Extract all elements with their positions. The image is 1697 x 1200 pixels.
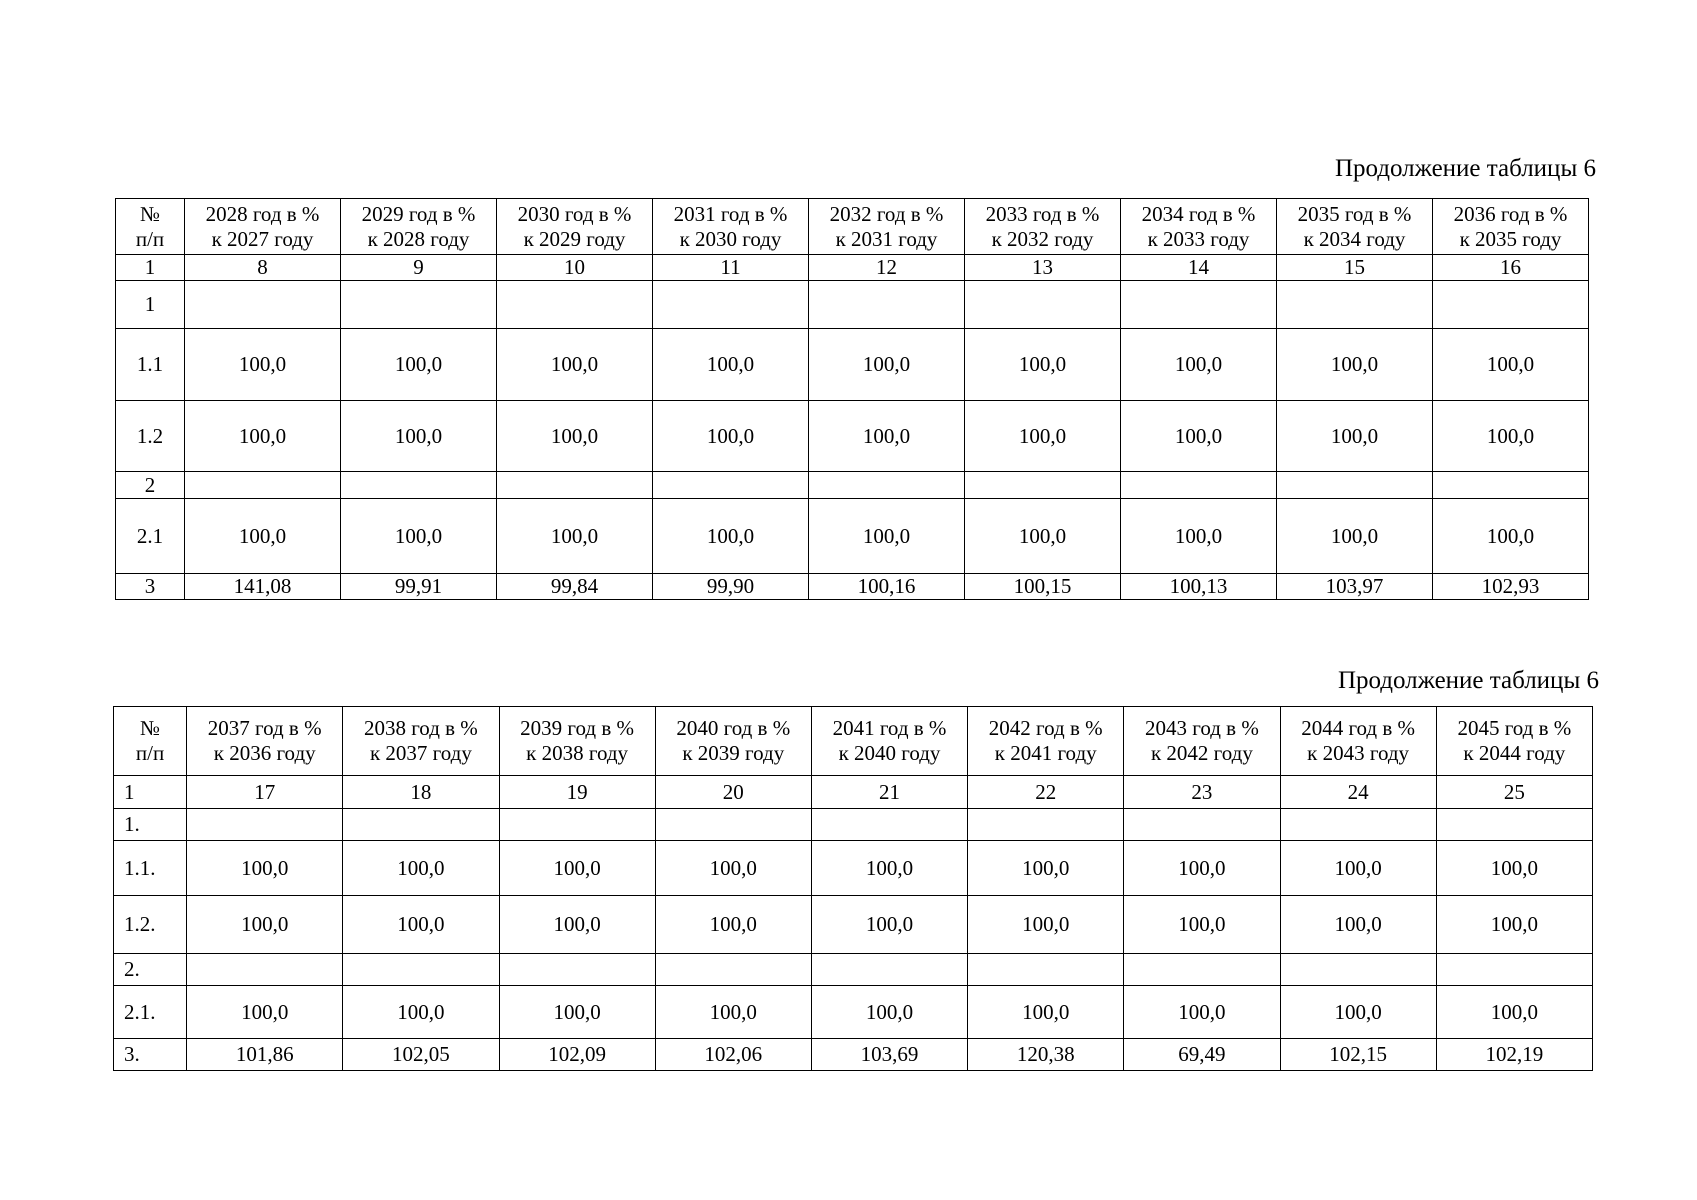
value-cell: 100,0 (1436, 841, 1592, 896)
value-cell: 100,0 (1121, 401, 1277, 472)
row-number-cell: 1.2. (114, 896, 187, 954)
value-cell (1277, 472, 1433, 499)
header-year-cell (1121, 199, 1277, 255)
table-row (114, 841, 1593, 896)
table-row (116, 472, 1589, 499)
row-number-cell: 1.1. (114, 841, 187, 896)
value-cell: 100,0 (655, 896, 811, 954)
value-cell: 100,15 (965, 574, 1121, 600)
value-cell: 99,91 (341, 574, 497, 600)
column-number-cell: 9 (341, 255, 497, 281)
table-row (116, 281, 1589, 329)
table-row (116, 401, 1589, 472)
row-number-cell: 2.1. (114, 986, 187, 1039)
row-number-cell: 1 (116, 281, 185, 329)
row-number-cell: 2 (116, 472, 185, 499)
header-year-cell (1277, 199, 1433, 255)
header-line-2: к 2032 году (991, 226, 1094, 251)
value-cell (497, 281, 653, 329)
value-cell: 100,0 (809, 401, 965, 472)
header-year-cell (655, 707, 811, 776)
value-cell: 100,0 (341, 401, 497, 472)
value-cell (187, 809, 343, 841)
value-cell: 100,0 (968, 841, 1124, 896)
header-line-2: к 2035 году (1459, 226, 1562, 251)
value-cell: 102,05 (343, 1039, 499, 1071)
value-cell: 100,0 (809, 499, 965, 574)
value-cell: 141,08 (185, 574, 341, 600)
header-year-cell (1280, 707, 1436, 776)
table-2 (113, 706, 1593, 1071)
value-cell: 100,0 (185, 401, 341, 472)
value-cell: 100,0 (653, 499, 809, 574)
header-line-2: к 2044 году (1463, 741, 1566, 765)
header-line-2: к 2041 году (994, 741, 1097, 765)
header-line-2: к 2039 году (682, 741, 785, 765)
header-year-cell (1124, 707, 1280, 776)
value-cell: 100,0 (968, 986, 1124, 1039)
value-cell (1433, 472, 1589, 499)
column-number-cell: 16 (1433, 255, 1589, 281)
header-year-cell (343, 707, 499, 776)
value-cell (1277, 281, 1433, 329)
value-cell: 100,0 (1280, 841, 1436, 896)
value-cell (811, 809, 967, 841)
value-cell (499, 809, 655, 841)
column-number-cell: 10 (497, 255, 653, 281)
value-cell: 100,0 (965, 499, 1121, 574)
value-cell: 100,0 (499, 841, 655, 896)
value-cell: 100,0 (655, 841, 811, 896)
header-line-1: 2041 год в % (832, 716, 947, 740)
value-cell (653, 472, 809, 499)
header-line-1: 2032 год в % (829, 201, 944, 226)
value-cell (185, 281, 341, 329)
value-cell: 100,0 (1124, 986, 1280, 1039)
header-line-1: 2036 год в % (1453, 201, 1568, 226)
value-cell (341, 281, 497, 329)
value-cell: 100,0 (1433, 499, 1589, 574)
column-number-cell: 23 (1124, 776, 1280, 809)
value-cell: 100,0 (1280, 986, 1436, 1039)
value-cell (1124, 809, 1280, 841)
table-row (116, 329, 1589, 401)
header-line-2: к 2042 году (1150, 741, 1253, 765)
header-line-2: к 2030 году (679, 226, 782, 251)
table-1-caption: Продолжение таблицы 6 (1334, 155, 1596, 182)
value-cell: 101,86 (187, 1039, 343, 1071)
header-line-1: 2028 год в % (205, 201, 320, 226)
value-cell: 100,0 (497, 329, 653, 401)
table-row (114, 809, 1593, 841)
value-cell (1436, 954, 1592, 986)
value-cell: 102,93 (1433, 574, 1589, 600)
header-line-2: п/п (135, 226, 165, 251)
value-cell: 100,0 (809, 329, 965, 401)
value-cell: 100,0 (811, 841, 967, 896)
header-year-cell (1433, 199, 1589, 255)
header-line-2: к 2028 году (367, 226, 470, 251)
header-year-cell (653, 199, 809, 255)
table-row (116, 574, 1589, 600)
header-year-cell (809, 199, 965, 255)
value-cell (343, 809, 499, 841)
header-line-1: 2038 год в % (363, 716, 478, 740)
column-number-cell: 12 (809, 255, 965, 281)
column-number-cell: 17 (187, 776, 343, 809)
row-number-cell: 1. (114, 809, 187, 841)
header-line-2: к 2029 году (523, 226, 626, 251)
row-number-cell: 2.1 (116, 499, 185, 574)
table-row (116, 499, 1589, 574)
value-cell: 100,0 (655, 986, 811, 1039)
value-cell (343, 954, 499, 986)
column-number-cell: 14 (1121, 255, 1277, 281)
value-cell: 100,0 (965, 401, 1121, 472)
header-line-2: п/п (135, 741, 165, 765)
header-line-1: 2031 год в % (673, 201, 788, 226)
header-line-1: 2037 год в % (207, 716, 322, 740)
value-cell: 100,0 (187, 986, 343, 1039)
header-year-cell (341, 199, 497, 255)
value-cell: 100,0 (1277, 499, 1433, 574)
header-line-1: 2045 год в % (1457, 716, 1572, 740)
value-cell (1121, 472, 1277, 499)
value-cell (809, 281, 965, 329)
header-line-1: 2042 год в % (988, 716, 1103, 740)
value-cell (965, 472, 1121, 499)
value-cell: 100,0 (187, 841, 343, 896)
column-number-cell: 25 (1436, 776, 1592, 809)
value-cell: 100,0 (185, 329, 341, 401)
value-cell (965, 281, 1121, 329)
column-number-cell: 18 (343, 776, 499, 809)
row-number-cell: 3. (114, 1039, 187, 1071)
value-cell: 100,0 (343, 841, 499, 896)
table-row (114, 1039, 1593, 1071)
value-cell (1124, 954, 1280, 986)
value-cell: 100,0 (1433, 401, 1589, 472)
value-cell (341, 472, 497, 499)
value-cell: 102,19 (1436, 1039, 1592, 1071)
value-cell: 103,97 (1277, 574, 1433, 600)
table-1 (115, 198, 1589, 600)
value-cell: 100,0 (1436, 986, 1592, 1039)
value-cell (499, 954, 655, 986)
header-line-2: к 2037 году (369, 741, 472, 765)
column-numbers-row (116, 255, 1589, 281)
column-number-cell: 8 (185, 255, 341, 281)
column-number-cell: 15 (1277, 255, 1433, 281)
value-cell: 100,16 (809, 574, 965, 600)
table-2-caption: Продолжение таблицы 6 (1337, 667, 1599, 694)
header-line-1: 2039 год в % (520, 716, 635, 740)
header-number-cell (114, 707, 187, 776)
value-cell: 100,0 (341, 499, 497, 574)
value-cell: 100,0 (1124, 841, 1280, 896)
value-cell: 102,09 (499, 1039, 655, 1071)
value-cell (968, 809, 1124, 841)
value-cell (655, 809, 811, 841)
row-number-cell: 3 (116, 574, 185, 600)
header-year-cell (968, 707, 1124, 776)
table-row (114, 954, 1593, 986)
header-number-cell (116, 199, 185, 255)
value-cell: 103,69 (811, 1039, 967, 1071)
value-cell (1280, 954, 1436, 986)
header-row (116, 199, 1589, 255)
column-number-cell: 20 (655, 776, 811, 809)
header-line-2: к 2027 году (211, 226, 314, 251)
value-cell: 100,0 (1121, 329, 1277, 401)
value-cell: 100,0 (1436, 896, 1592, 954)
value-cell: 99,90 (653, 574, 809, 600)
value-cell: 102,06 (655, 1039, 811, 1071)
header-line-1: 2043 год в % (1144, 716, 1259, 740)
header-line-1: № (140, 716, 161, 740)
value-cell (1280, 809, 1436, 841)
value-cell: 100,0 (1280, 896, 1436, 954)
value-cell: 100,0 (499, 986, 655, 1039)
value-cell: 100,0 (965, 329, 1121, 401)
value-cell (187, 954, 343, 986)
value-cell: 100,0 (341, 329, 497, 401)
column-number-cell: 1 (116, 255, 185, 281)
header-line-1: 2034 год в % (1141, 201, 1256, 226)
header-line-1: 2033 год в % (985, 201, 1100, 226)
header-line-2: к 2033 году (1147, 226, 1250, 251)
column-number-cell: 1 (114, 776, 187, 809)
value-cell: 100,0 (1124, 896, 1280, 954)
column-number-cell: 21 (811, 776, 967, 809)
value-cell: 100,0 (497, 401, 653, 472)
row-number-cell: 1.2 (116, 401, 185, 472)
value-cell: 100,0 (185, 499, 341, 574)
table-row (114, 896, 1593, 954)
column-number-cell: 24 (1280, 776, 1436, 809)
header-line-1: 2035 год в % (1297, 201, 1412, 226)
value-cell (1121, 281, 1277, 329)
header-line-2: к 2038 году (526, 741, 629, 765)
column-numbers-row (114, 776, 1593, 809)
value-cell: 100,0 (811, 896, 967, 954)
header-year-cell (1436, 707, 1592, 776)
header-year-cell (497, 199, 653, 255)
value-cell (653, 281, 809, 329)
header-line-1: 2040 год в % (676, 716, 791, 740)
value-cell (811, 954, 967, 986)
value-cell (1436, 809, 1592, 841)
value-cell: 100,0 (811, 986, 967, 1039)
value-cell (1433, 281, 1589, 329)
value-cell: 100,0 (653, 329, 809, 401)
value-cell (809, 472, 965, 499)
value-cell: 100,0 (1433, 329, 1589, 401)
header-year-cell (185, 199, 341, 255)
header-year-cell (187, 707, 343, 776)
value-cell: 120,38 (968, 1039, 1124, 1071)
header-row (114, 707, 1593, 776)
value-cell: 100,0 (343, 986, 499, 1039)
value-cell: 100,13 (1121, 574, 1277, 600)
column-number-cell: 13 (965, 255, 1121, 281)
value-cell (968, 954, 1124, 986)
header-year-cell (811, 707, 967, 776)
header-line-2: к 2036 году (213, 741, 316, 765)
value-cell: 100,0 (187, 896, 343, 954)
row-number-cell: 1.1 (116, 329, 185, 401)
header-line-2: к 2034 году (1303, 226, 1406, 251)
header-line-2: к 2040 году (838, 741, 941, 765)
row-number-cell: 2. (114, 954, 187, 986)
value-cell (655, 954, 811, 986)
column-number-cell: 19 (499, 776, 655, 809)
value-cell (185, 472, 341, 499)
header-year-cell (499, 707, 655, 776)
header-line-1: № (139, 201, 161, 226)
column-number-cell: 11 (653, 255, 809, 281)
header-line-2: к 2031 году (835, 226, 938, 251)
value-cell: 100,0 (1277, 329, 1433, 401)
table-row (114, 986, 1593, 1039)
value-cell: 100,0 (1121, 499, 1277, 574)
value-cell: 99,84 (497, 574, 653, 600)
value-cell: 100,0 (497, 499, 653, 574)
value-cell: 100,0 (343, 896, 499, 954)
header-year-cell (965, 199, 1121, 255)
header-line-1: 2030 год в % (517, 201, 632, 226)
header-line-2: к 2043 году (1307, 741, 1410, 765)
value-cell: 100,0 (499, 896, 655, 954)
value-cell: 100,0 (1277, 401, 1433, 472)
value-cell: 100,0 (653, 401, 809, 472)
header-line-1: 2029 год в % (361, 201, 476, 226)
value-cell: 100,0 (968, 896, 1124, 954)
column-number-cell: 22 (968, 776, 1124, 809)
value-cell: 69,49 (1124, 1039, 1280, 1071)
value-cell: 102,15 (1280, 1039, 1436, 1071)
value-cell (497, 472, 653, 499)
header-line-1: 2044 год в % (1301, 716, 1416, 740)
